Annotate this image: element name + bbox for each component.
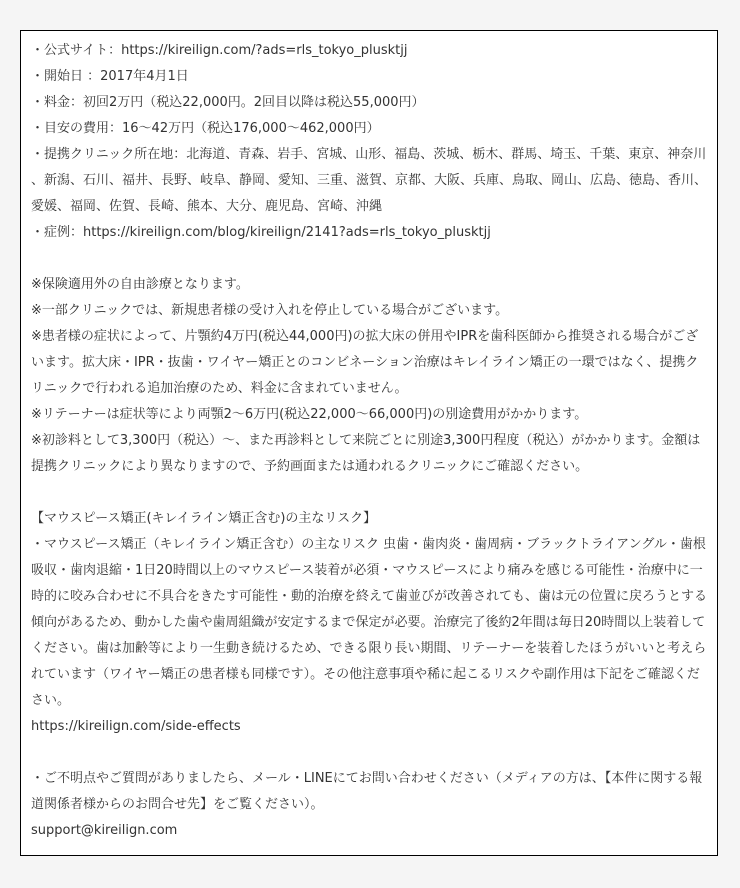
official-site-line: ・公式サイト：https://kireilign.com/?ads=rls_tokyo_plusktjj xyxy=(31,43,408,58)
spacer xyxy=(31,740,709,766)
start-date-line: ・開始日 ：2017年4月1日 xyxy=(31,69,189,84)
note-additional-treatment: ※患者様の症状によって、片顎約4万円(税込44,000円)の拡大床の併用やIPRを歯科医師から推奨される場合がございます。拡大床・IPR・抜歯・ワイヤー矯正とのコンビネーション治療はキレイライン矯正の一環ではなく、提携クリニックで行われる追加治療のため、料金に含まれていません。 xyxy=(31,329,699,396)
side-effects-link[interactable]: https://kireilign.com/side-effects xyxy=(31,719,241,734)
risk-body-paragraph: ・マウスピース矯正（キレイライン矯正含む）の主なリスク 虫歯・歯肉炎・歯周病・ブラックトライアングル・歯根吸収・歯肉退縮・1日20時間以上のマウスピース装着が必須・マウスピースにより痛みを感じる可能性・治療中に一時的に咬み合わせに不具合をきたす可能性・動的治療を終えて歯並びが改善されても、歯は元の位置に戻ろうとする傾向があるため、動かした歯や歯周組織が安定するまで保定が必要。治療完了後約2年間は毎日20時間以上装着してください。歯は加齢等により一生動き続けるため、できる限り長い期間、リテーナーを装着したほうがいいと考えられています（ワイヤー矯正の患者様も同様です）。その他注意事項や稀に起こるリスクや副作用は下記をご確認ください。 xyxy=(31,537,708,708)
note-new-patients: ※一部クリニックでは、新規患者様の受け入れを停止している場合がございます。 xyxy=(31,303,509,318)
note-retainer: ※リテーナーは症状等により両顎2〜6万円(税込22,000〜66,000円)の別途費用がかかります。 xyxy=(31,407,588,422)
note-consultation-fee: ※初診料として3,300円（税込）〜、また再診料として来院ごとに別途3,300円程度（税込）がかかります。金額は提携クリニックにより異なりますので、予約画面または通われるクリニックにご確認ください。 xyxy=(31,433,701,474)
risk-heading: 【マウスピース矯正(キレイライン矯正含む)の主なリスク】 xyxy=(31,511,377,526)
cost-estimate-line: ・目安の費用：16〜42万円（税込176,000〜462,000円） xyxy=(31,121,380,136)
case-examples-line: ・症例：https://kireilign.com/blog/kireilign/2141?ads=rls_tokyo_plusktjj xyxy=(31,225,491,240)
contact-paragraph: ・ご不明点やご質問がありましたら、メール・LINEにてお問い合わせください（メディアの方は、【本件に関する報道関係者様からのお問合せ先】をご覧ください）。 xyxy=(31,771,703,812)
spacer xyxy=(31,480,709,506)
price-line: ・料金：初回2万円（税込22,000円。2回目以降は税込55,000円） xyxy=(31,95,425,110)
press-release-info-box xyxy=(20,30,718,856)
support-email[interactable]: support@kireilign.com xyxy=(31,823,178,838)
spacer xyxy=(31,246,709,272)
note-insurance: ※保険適用外の自由診療となります。 xyxy=(31,277,249,292)
clinic-locations-paragraph: ・提携クリニック所在地：北海道、青森、岩手、宮城、山形、福島、茨城、栃木、群馬、埼玉、千葉、東京、神奈川、新潟、石川、福井、長野、岐阜、静岡、愛知、三重、滋賀、京都、大阪、兵庫、鳥取、岡山、広島、徳島、香川、愛媛、福岡、佐賀、長崎、熊本、大分、鹿児島、宮崎、沖縄 xyxy=(31,147,708,214)
